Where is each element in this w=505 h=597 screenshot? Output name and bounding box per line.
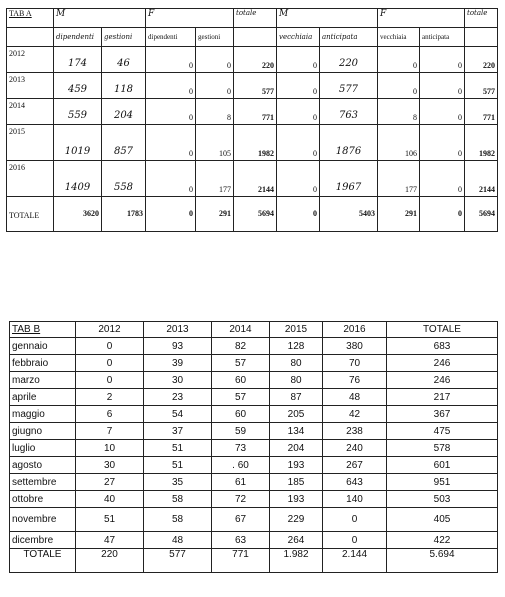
table-row [7,73,498,99]
table-cell: 0 [420,125,465,161]
table-cell: 1783 [102,197,146,232]
table-cell: 48 [144,532,212,549]
table-cell: 0 [420,197,465,232]
table-cell: 0 [146,47,196,73]
table-cell: 601 [387,457,498,474]
table-cell: 0 [378,47,420,73]
table-cell: 61 [212,474,270,491]
column-header: 2014 [212,322,270,338]
table-cell: 51 [144,457,212,474]
table-cell: 8 [196,99,234,125]
column-header: TOTALE [387,322,498,338]
table-cell: 0 [146,99,196,125]
table-cell: 76 [323,372,387,389]
table-cell: 0 [146,161,196,197]
table-cell: 0 [420,47,465,73]
tab-b-total-row [10,549,498,573]
table-cell: 0 [146,73,196,99]
month-label: gennaio [10,338,76,355]
table-cell: 23 [144,389,212,406]
table-row [10,423,498,440]
table-cell: 238 [323,423,387,440]
tab-a-subheader: anticipata [320,28,378,47]
table-cell: 291 [196,197,234,232]
table-cell: 220 [320,47,378,73]
table-cell: 60 [212,372,270,389]
month-label: agosto [10,457,76,474]
tab-a-title: TAB A [7,9,54,28]
tab-a-table [6,8,498,232]
month-label: ottobre [10,491,76,508]
month-label: maggio [10,406,76,423]
table-cell: 6 [76,406,144,423]
table-cell: 2144 [234,161,277,197]
month-label: dicembre [10,532,76,549]
table-cell: 2 [76,389,144,406]
tab-a-subheader [465,28,498,47]
table-cell: 578 [387,440,498,457]
table-cell: 80 [270,355,323,372]
table-cell: 240 [323,440,387,457]
table-cell: 857 [102,125,146,161]
table-cell: 771 [234,99,277,125]
table-cell: 51 [144,440,212,457]
table-cell: 0 [420,161,465,197]
tab-a-subheader: dipendenti [54,28,102,47]
tab-a-subheader: vecchiaia [277,28,320,47]
month-label: giugno [10,423,76,440]
table-cell: 503 [387,491,498,508]
table-cell: 267 [323,457,387,474]
table-cell: 39 [144,355,212,372]
table-cell: 40 [76,491,144,508]
table-cell: 220 [465,47,498,73]
year-label: 2012 [7,47,54,73]
table-cell: 0 [146,197,196,232]
table-row [10,491,498,508]
table-row [10,508,498,532]
table-cell: 7 [76,423,144,440]
table-cell: 134 [270,423,323,440]
table-cell: 8 [378,99,420,125]
table-cell: 2.144 [323,549,387,573]
table-cell: 51 [76,508,144,532]
table-cell: 264 [270,532,323,549]
table-cell: 771 [465,99,498,125]
table-cell: 67 [212,508,270,532]
table-row [10,440,498,457]
table-cell: 30 [76,457,144,474]
tab-a-subheader: anticipata [420,28,465,47]
table-cell: 1982 [465,125,498,161]
table-cell: 58 [144,491,212,508]
tab-a-header-row-1 [7,9,498,28]
table-cell: 204 [102,99,146,125]
tab-a-header-row-2 [7,28,498,47]
tab-a-header-totale-left: totale [234,9,277,28]
table-cell: 0 [196,73,234,99]
table-cell: 5.694 [387,549,498,573]
table-cell: 42 [323,406,387,423]
table-cell: 80 [270,372,323,389]
table-cell: 0 [146,125,196,161]
total-label: TOTALE [10,549,76,573]
table-cell: 0 [76,372,144,389]
table-cell: 577 [234,73,277,99]
column-header: 2012 [76,322,144,338]
table-cell: 58 [144,508,212,532]
table-cell: 82 [212,338,270,355]
table-cell: 1409 [54,161,102,197]
table-cell: 48 [323,389,387,406]
table-cell: 0 [277,197,320,232]
year-label: 2013 [7,73,54,99]
table-cell: 5694 [234,197,277,232]
table-cell: 0 [277,73,320,99]
month-label: febbraio [10,355,76,372]
table-cell: 35 [144,474,212,491]
table-row [10,389,498,406]
tab-a-subheader: vecchiaia [378,28,420,47]
table-cell: 220 [234,47,277,73]
table-cell: 422 [387,532,498,549]
table-cell: 2144 [465,161,498,197]
table-cell: 174 [54,47,102,73]
table-cell: 57 [212,355,270,372]
table-cell: 70 [323,355,387,372]
table-cell: 0 [196,47,234,73]
table-cell: 577 [320,73,378,99]
table-cell: 37 [144,423,212,440]
table-cell: 59 [212,423,270,440]
table-row [10,338,498,355]
table-cell: 60 [212,406,270,423]
tab-b-table [9,321,498,573]
table-cell: . 60 [212,457,270,474]
table-cell: 193 [270,457,323,474]
table-cell: 217 [387,389,498,406]
column-header: 2016 [323,322,387,338]
table-cell: 105 [196,125,234,161]
table-row [7,47,498,73]
table-cell: 204 [270,440,323,457]
table-cell: 367 [387,406,498,423]
table-cell: 475 [387,423,498,440]
table-cell: 0 [76,355,144,372]
table-cell: 220 [76,549,144,573]
tab-a-subheader [234,28,277,47]
table-cell: 577 [144,549,212,573]
tab-a-subheader: dipendenti [146,28,196,47]
column-header: 2013 [144,322,212,338]
table-cell: 5694 [465,197,498,232]
table-cell: 140 [323,491,387,508]
table-cell: 405 [387,508,498,532]
table-cell: 0 [323,532,387,549]
table-cell: 185 [270,474,323,491]
table-cell: 0 [277,47,320,73]
table-row [10,355,498,372]
table-row [10,406,498,423]
table-cell: 205 [270,406,323,423]
table-cell: 1982 [234,125,277,161]
table-cell: 118 [102,73,146,99]
tab-a-header-f-left: F [146,9,234,28]
table-cell: 63 [212,532,270,549]
table-cell: 763 [320,99,378,125]
tab-a-subheader: gestioni [196,28,234,47]
year-label: 2014 [7,99,54,125]
month-label: novembre [10,508,76,532]
table-cell: 246 [387,355,498,372]
month-label: settembre [10,474,76,491]
table-cell: 177 [378,161,420,197]
tab-a-subheader: gestioni [102,28,146,47]
table-cell: 683 [387,338,498,355]
year-label: 2015 [7,125,54,161]
table-cell: 0 [378,73,420,99]
table-cell: 1.982 [270,549,323,573]
tab-a-subheader-blank [7,28,54,47]
table-row [10,474,498,491]
table-cell: 27 [76,474,144,491]
table-cell: 57 [212,389,270,406]
table-cell: 5403 [320,197,378,232]
tab-b-title: TAB B [10,322,76,338]
tab-a-total-row [7,197,498,232]
table-row [10,532,498,549]
total-label: TOTALE [7,197,54,232]
table-cell: 951 [387,474,498,491]
table-row [7,161,498,197]
table-cell: 577 [465,73,498,99]
table-cell: 128 [270,338,323,355]
table-cell: 459 [54,73,102,99]
month-label: luglio [10,440,76,457]
table-cell: 87 [270,389,323,406]
table-cell: 1876 [320,125,378,161]
table-cell: 73 [212,440,270,457]
table-cell: 380 [323,338,387,355]
table-row [10,457,498,474]
table-cell: 0 [323,508,387,532]
year-label: 2016 [7,161,54,197]
table-cell: 30 [144,372,212,389]
table-cell: 177 [196,161,234,197]
table-row [10,372,498,389]
table-cell: 46 [102,47,146,73]
tab-a-header-f-right: F [378,9,465,28]
table-cell: 193 [270,491,323,508]
tab-a-header-totale-right: totale [465,9,498,28]
table-cell: 1019 [54,125,102,161]
table-cell: 558 [102,161,146,197]
table-row [7,99,498,125]
table-cell: 72 [212,491,270,508]
table-cell: 54 [144,406,212,423]
table-cell: 47 [76,532,144,549]
column-header: 2015 [270,322,323,338]
tab-a-header-m-left: M [54,9,146,28]
table-cell: 559 [54,99,102,125]
table-cell: 291 [378,197,420,232]
table-cell: 106 [378,125,420,161]
table-row [7,125,498,161]
table-cell: 0 [420,99,465,125]
table-cell: 643 [323,474,387,491]
table-cell: 771 [212,549,270,573]
table-cell: 246 [387,372,498,389]
table-cell: 229 [270,508,323,532]
tab-a-header-m-right: M [277,9,378,28]
table-cell: 0 [277,99,320,125]
table-cell: 0 [277,125,320,161]
tab-b-header-row [10,322,498,338]
month-label: marzo [10,372,76,389]
table-cell: 93 [144,338,212,355]
month-label: aprile [10,389,76,406]
table-cell: 1967 [320,161,378,197]
table-cell: 0 [76,338,144,355]
table-cell: 0 [277,161,320,197]
table-cell: 10 [76,440,144,457]
table-cell: 3620 [54,197,102,232]
table-cell: 0 [420,73,465,99]
